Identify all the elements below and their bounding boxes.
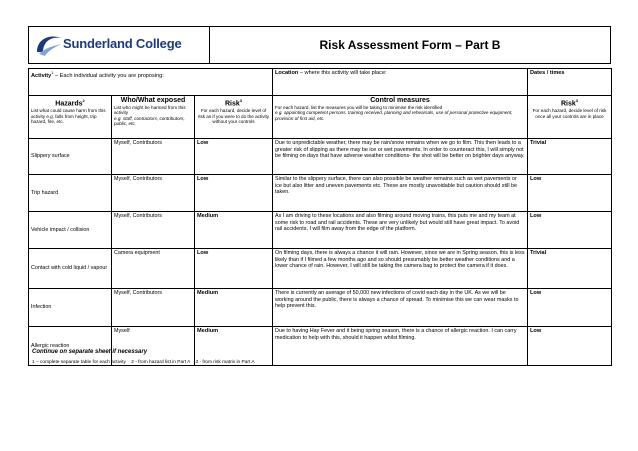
table-row <box>29 139 612 175</box>
hazard-cell: Vehicle impact / collision <box>29 212 112 249</box>
risk-cell: Medium <box>195 212 273 249</box>
control-desc1: For each hazard, list the measures you will be taking to minimise the risk identified <box>275 105 443 110</box>
who-cell: Camera equipment <box>112 249 195 289</box>
logo-text: Sunderland College <box>63 36 182 51</box>
risk-cell: Medium <box>195 289 273 327</box>
continue-note: Continue on separate sheet if necessary <box>32 349 148 355</box>
risk2-cell: Low <box>528 212 612 249</box>
risk-cell: Low <box>195 175 273 212</box>
college-logo <box>29 27 210 63</box>
column-header-row <box>29 96 612 139</box>
dates-label: Dates / times <box>530 70 565 76</box>
risk-title: Risk <box>224 100 240 108</box>
hazard-cell: Contact with cold liquid / vapour <box>29 249 112 289</box>
who-title: Who/What exposed <box>120 97 186 104</box>
location-cell <box>273 69 528 96</box>
footnotes: 1 – complete separate table for each activity 2 - from hazard list in Part A 3 - from risk matrix in Part A <box>32 360 255 365</box>
hazard-cell: Slippery surface <box>29 139 112 175</box>
risk2-cell: Low <box>528 289 612 327</box>
hazard-cell: Allergic reaction <box>29 327 112 366</box>
who-cell: Myself, Contributors <box>112 212 195 249</box>
risk-rows <box>29 139 612 366</box>
location-label: Location <box>275 70 299 76</box>
risk2-sup: 3 <box>575 98 579 103</box>
control-cell: As I am driving to these locations and also filming around moving trains, this puts me and my team at some risk to road and rail accidents. These are very unlikely but would still have great impact. To avoid rail accidents, I will film away from the edge of the platform. <box>273 212 528 249</box>
risk-sup: 3 <box>239 98 243 103</box>
hazard-cell: Trip hazard <box>29 175 112 212</box>
who-cell: Myself <box>112 327 195 366</box>
risk-cell: Low <box>195 139 273 175</box>
hazards-sup: 2 <box>82 98 85 103</box>
control-cell: There is currently an average of 50,000 new infections of covid each day in the UK. As we will be working around the public, there is always a chance of spread. To minimise this we can wear masks to help prevent this. <box>273 289 528 327</box>
risk2-cell: Low <box>528 175 612 212</box>
table-row <box>29 175 612 212</box>
who-desc1: List who might be harmed from this activity <box>114 105 186 116</box>
risk2-desc: For each hazard, decide level of risk once all your controls are in place <box>532 108 607 119</box>
control-cell: Due to unpredictable weather, there may be rain/snow remains when we go to film. This then leads to a greater risk of slipping as there may be ice or wet pavements. In order to counteract this, I will simply not be filming on days that have adverse weather conditions- the shot will be better on brighter days anyway. <box>273 139 528 175</box>
risk2-title: Risk <box>560 100 576 108</box>
page-title: Risk Assessment Form – Part B <box>319 38 501 52</box>
control-header <box>273 96 528 139</box>
who-header <box>112 96 195 139</box>
control-desc2: e.g. appointing competent persons, training received, planning and rehearsals, use of personal protective equipment, provision of first aid, etc. <box>275 110 513 121</box>
activity-label: Activity <box>31 72 52 79</box>
control-title: Control measures <box>370 97 430 104</box>
logo-swoosh-icon <box>33 30 63 58</box>
who-cell: Myself, Contributors <box>112 289 195 327</box>
who-cell: Myself, Contributors <box>112 139 195 175</box>
risk-table <box>28 68 612 366</box>
risk2-cell: Trivial <box>528 139 612 175</box>
hazards-title: Hazards <box>55 100 83 108</box>
location-text: – where this activity will take place: <box>299 70 387 76</box>
control-cell: Due to having Hay Fever and it being spring season, there is a chance of allergic reaction. I can carry medication to help with this, should it happen whilst filming. <box>273 327 528 366</box>
table-row <box>29 249 612 289</box>
risk-cell: Low <box>195 249 273 289</box>
activity-cell <box>29 69 273 96</box>
control-cell: Similar to the slippery surface, there can also possible be weather remains such as wet pavements or ice but also litter and uneven pavements etc. These are mostly unavoidable but caution should still be taken. <box>273 175 528 212</box>
who-cell: Myself, Contributors <box>112 175 195 212</box>
activity-text: – Each individual activity you are proposing: <box>55 72 164 79</box>
hazards-desc: List what could cause harm from this activity e.g. falls from height, trip hazard, fire, etc. <box>31 108 106 125</box>
risk2-cell: Trivial <box>528 249 612 289</box>
risk2-cell: Low <box>528 327 612 366</box>
table-row <box>29 212 612 249</box>
risk2-header <box>528 96 612 139</box>
risk-header <box>195 96 273 139</box>
form-header <box>28 26 611 64</box>
dates-cell <box>528 69 612 96</box>
risk-desc: For each hazard, decide level of risk as if you were to do the activity without your controls <box>197 108 270 125</box>
control-cell: On filming days, there is always a chance it will rain. However, since we are in Spring season, this is less likely than if I filmed a few months ago and so should presumably be better weather conditions and a lower chance of rain. However, I will still be taking the camera bag to protect the camera if it does. <box>273 249 528 289</box>
who-desc2: e.g. staff, contractors, contributors, public, etc. <box>114 115 185 127</box>
activity-sup: 1 <box>51 70 54 75</box>
hazard-cell: Infection <box>29 289 112 327</box>
hazards-header <box>29 96 112 139</box>
table-row <box>29 289 612 327</box>
activity-row <box>29 69 612 96</box>
risk-cell: Medium <box>195 327 273 366</box>
